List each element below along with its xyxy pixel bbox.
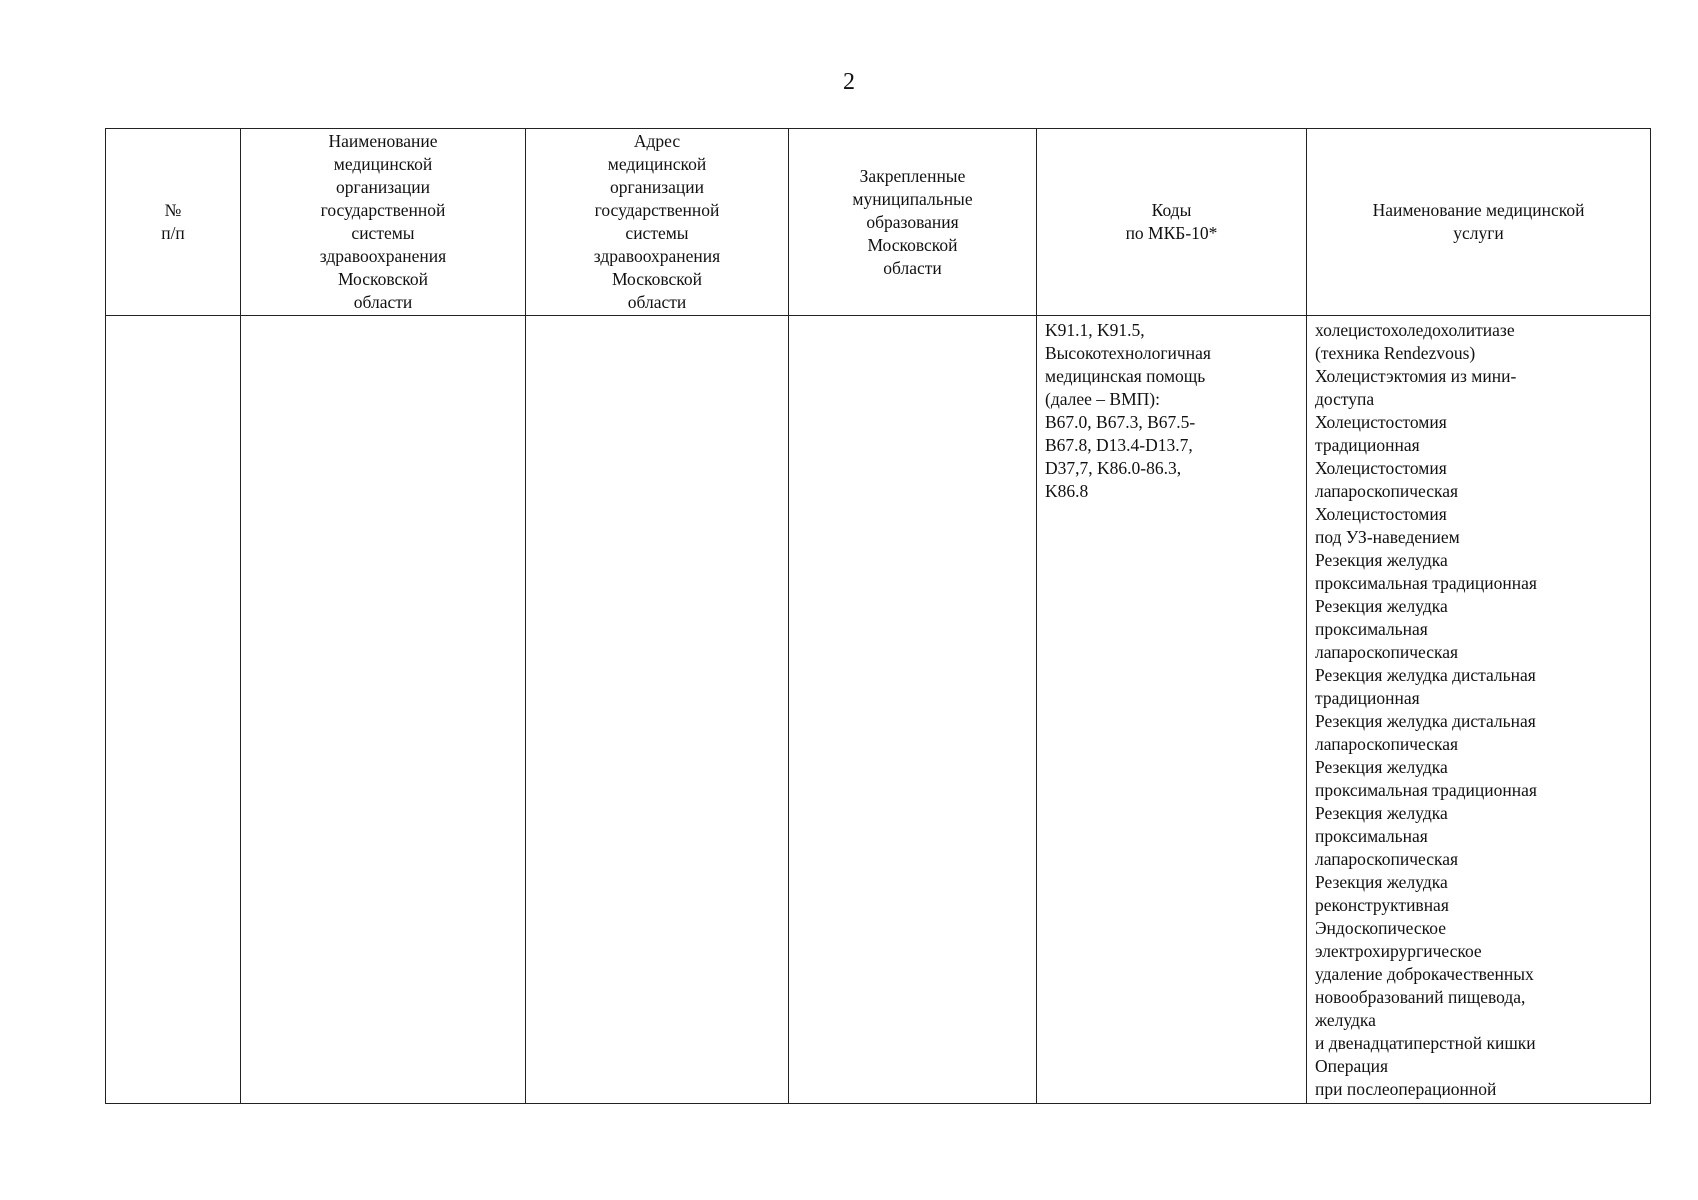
header-line: Московской	[611, 269, 703, 289]
service-line: Холецистостомия	[1315, 412, 1447, 432]
service-line: Резекция желудка	[1315, 803, 1448, 823]
header-line: области	[883, 257, 942, 278]
header-line: государственной	[320, 200, 446, 220]
header-line: медицинской	[333, 154, 433, 174]
service-line: электрохирургическое	[1315, 941, 1482, 961]
cell-service	[1307, 316, 1651, 1104]
service-line: проксимальная	[1315, 826, 1428, 846]
service-line: лапароскопическая	[1315, 642, 1459, 662]
codes-line: медицинская помощь	[1045, 366, 1206, 386]
header-line: системы	[625, 223, 689, 243]
header-line: Закрепленные	[859, 165, 966, 186]
page-number: 2	[843, 69, 855, 95]
service-line: Резекция желудка	[1315, 757, 1448, 777]
codes-line: B67.0, B67.3, B67.5-	[1045, 412, 1196, 432]
service-line: (техника Rendezvous)	[1315, 343, 1476, 363]
service-line: удаление доброкачественных	[1315, 964, 1534, 984]
header-line: государственной	[594, 200, 720, 220]
service-line: и двенадцатиперстной кишки	[1315, 1033, 1536, 1053]
codes-line: B67.8, D13.4-D13.7,	[1045, 435, 1193, 455]
service-line: новообразований пищевода,	[1315, 987, 1526, 1007]
header-service	[1307, 129, 1651, 316]
header-line: услуги	[1453, 223, 1504, 243]
service-line: традиционная	[1315, 688, 1420, 708]
medical-services-table	[105, 128, 1651, 1104]
service-line: традиционная	[1315, 435, 1420, 455]
codes-line: Высокотехнологичная	[1045, 343, 1211, 363]
header-line: по МКБ-10*	[1125, 223, 1218, 243]
header-line: №	[164, 200, 182, 220]
cell-org-name	[241, 316, 526, 1104]
header-line: медицинской	[607, 154, 707, 174]
service-line: холецистохоледохолитиазе	[1315, 320, 1515, 340]
service-line: реконструктивная	[1315, 895, 1449, 915]
header-line: Московской	[867, 234, 958, 255]
service-line: Холецистостомия	[1315, 504, 1447, 524]
header-line: системы	[351, 223, 415, 243]
header-codes	[1037, 129, 1307, 316]
service-line: Операция	[1315, 1056, 1389, 1076]
header-line: Наименование медицинской	[1372, 200, 1585, 220]
table-row	[106, 316, 1651, 1104]
service-line: желудка	[1315, 1010, 1376, 1030]
cell-num	[106, 316, 241, 1104]
service-line: проксимальная традиционная	[1315, 780, 1537, 800]
header-municipalities	[789, 129, 1037, 316]
table-header-row	[106, 129, 1651, 316]
codes-line: (далее – ВМП):	[1045, 389, 1160, 409]
service-line: при послеоперационной	[1315, 1079, 1497, 1099]
codes-line: K91.1, K91.5,	[1045, 320, 1145, 340]
header-line: здравоохранения	[319, 246, 447, 266]
codes-line: K86.8	[1045, 481, 1089, 501]
header-org-address	[526, 129, 789, 316]
cell-org-address	[526, 316, 789, 1104]
header-line: Наименование	[328, 131, 438, 151]
service-line: лапароскопическая	[1315, 849, 1459, 869]
header-line: организации	[610, 177, 704, 197]
service-line: Холецистостомия	[1315, 458, 1447, 478]
service-line: Резекция желудка	[1315, 550, 1448, 570]
header-num	[106, 129, 241, 316]
service-line: Резекция желудка дистальная	[1315, 711, 1536, 731]
header-line: области	[627, 292, 687, 312]
cell-municipalities	[789, 316, 1037, 1104]
header-line: Адрес	[633, 131, 681, 151]
service-line: Резекция желудка дистальная	[1315, 665, 1536, 685]
service-line: лапароскопическая	[1315, 734, 1459, 754]
header-line: муниципальные	[852, 188, 973, 209]
service-line: доступа	[1315, 389, 1375, 409]
service-line: проксимальная традиционная	[1315, 573, 1537, 593]
header-line: п/п	[161, 223, 185, 243]
header-line: образования	[866, 211, 959, 232]
header-line: организации	[336, 177, 430, 197]
header-line: здравоохранения	[593, 246, 721, 266]
service-line: Холецистэктомия из мини-	[1315, 366, 1517, 386]
header-org-name	[241, 129, 526, 316]
service-line: проксимальная	[1315, 619, 1428, 639]
header-line: Коды	[1151, 200, 1192, 220]
service-line: Резекция желудка	[1315, 872, 1448, 892]
service-line: Резекция желудка	[1315, 596, 1448, 616]
header-line: области	[353, 292, 413, 312]
cell-codes	[1037, 316, 1307, 1104]
service-line: под УЗ-наведением	[1315, 527, 1460, 547]
service-line: Эндоскопическое	[1315, 918, 1446, 938]
header-line: Московской	[337, 269, 429, 289]
codes-line: D37,7, K86.0-86.3,	[1045, 458, 1182, 478]
service-line: лапароскопическая	[1315, 481, 1459, 501]
